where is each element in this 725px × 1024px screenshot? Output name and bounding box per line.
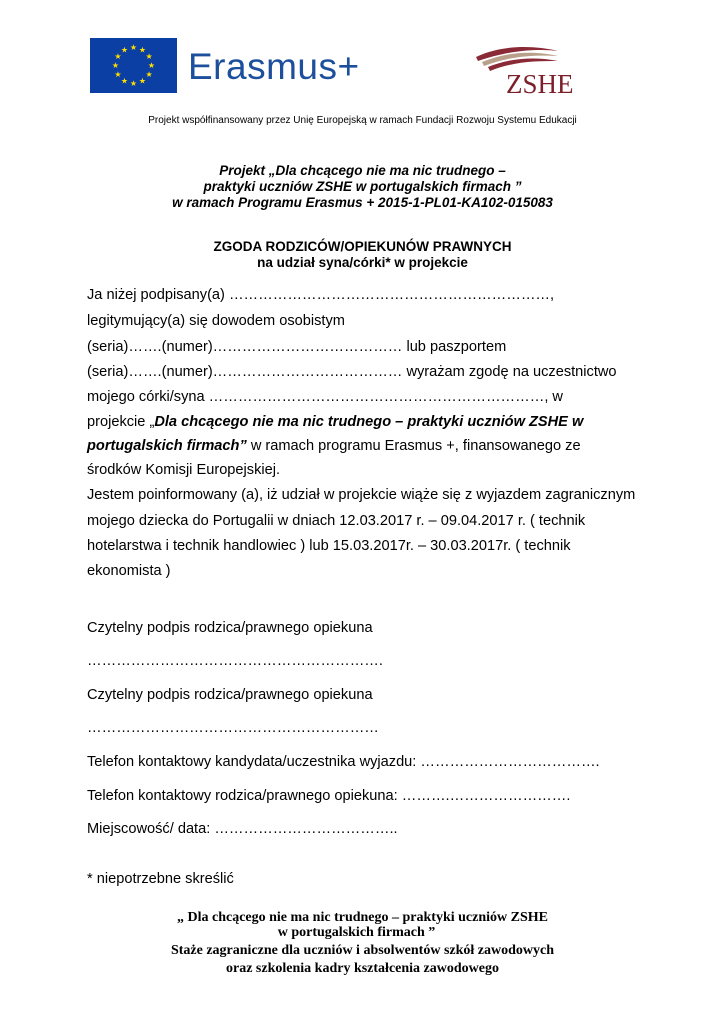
consent-heading-line-1: ZGODA RODZICÓW/OPIEKUNÓW PRAWNYCH	[213, 239, 512, 254]
signature-1-label: Czytelny podpis rodzica/prawnego opiekuna	[87, 620, 373, 636]
signature-2-label: Czytelny podpis rodzica/prawnego opiekuna	[87, 687, 373, 703]
eu-star-icon: ★	[129, 43, 138, 52]
consent-heading-line-2: na udział syna/córki* w projekcie	[257, 255, 468, 270]
eu-star-icon: ★	[147, 61, 156, 70]
eu-star-icon: ★	[145, 52, 153, 61]
body-line-7-suffix: w ramach programu Erasmus +, finansowanego ze	[246, 438, 581, 454]
project-name-bold-1: Dla chcącego nie ma nic trudnego – praktyki uczniów ZSHE w	[154, 414, 584, 430]
footer-line-1: „ Dla chcącego nie ma nic trudnego – praktyki uczniów ZSHE	[176, 910, 548, 925]
signature-2-line: ……………………………………………………	[87, 720, 379, 736]
eu-star-icon: ★	[145, 70, 153, 79]
cofinancing-note: Projekt współfinansowany przez Unię Europejską w ramach Fundacji Rozwoju Systemu Edukacji	[148, 115, 577, 126]
eu-star-icon: ★	[138, 45, 147, 55]
body-line-5: mojego córki/syna ……………………………………………………………, w	[87, 389, 563, 405]
body-line-8: środków Komisji Europejskiej.	[87, 462, 281, 478]
candidate-phone-field: Telefon kontaktowy kandydata/uczestnika wyjazdu: ……………………………….	[87, 754, 600, 770]
body-line-3: (seria)…….(numer)………………………………… lub paszportem	[87, 339, 507, 355]
footer-line-3: Staże zagraniczne dla uczniów i absolwentów szkół zawodowych	[170, 943, 555, 958]
eu-star-icon: ★	[120, 45, 129, 55]
signature-1-line: …………………………………………………….	[87, 653, 383, 669]
body-line-10: mojego dziecka do Portugalii w dniach 12.03.2017 r. – 09.04.2017 r. ( technik	[87, 513, 586, 529]
parent-phone-field: Telefon kontaktowy rodzica/prawnego opiekuna: ……….…………………….	[87, 788, 571, 804]
eu-star-icon: ★	[138, 76, 147, 86]
body-line-11: hotelarstwa i technik handlowiec ) lub 15.03.2017r. – 30.03.2017r. ( technik	[87, 538, 571, 554]
eu-flag-icon	[90, 38, 177, 93]
eu-star-icon: ★	[111, 61, 120, 70]
project-title-line-1: Projekt „Dla chcącego nie ma nic trudnego –	[219, 163, 506, 178]
project-title-line-2: praktyki uczniów ZSHE w portugalskich firmach ”	[203, 179, 522, 194]
body-line-2: legitymujący(a) się dowodem osobistym	[87, 313, 345, 329]
zshe-logo-text: ZSHE	[506, 69, 574, 99]
project-title-line-3: w ramach Programu Erasmus + 2015-1-PL01-KA102-015083	[172, 195, 553, 210]
footnote: * niepotrzebne skreślić	[87, 871, 234, 887]
eu-stars-icon	[90, 38, 177, 93]
erasmus-plus-logo	[85, 33, 396, 100]
body-line-6	[87, 414, 583, 431]
eu-star-icon: ★	[114, 52, 122, 61]
eu-star-icon: ★	[120, 76, 129, 86]
zshe-logo	[472, 43, 584, 101]
erasmus-logo-text: Erasmus+	[188, 46, 360, 87]
body-line-7	[87, 438, 581, 455]
eu-star-icon: ★	[129, 79, 138, 88]
project-name-bold-2: portugalskich firmach”	[87, 438, 247, 454]
body-line-1: Ja niżej podpisany(a) …………………………………………………………,	[87, 287, 555, 303]
footer-line-2: w portugalskich firmach ”	[277, 925, 436, 940]
body-line-12: ekonomista )	[87, 563, 171, 579]
body-line-9: Jestem poinformowany (a), iż udział w projekcie wiąże się z wyjazdem zagranicznym	[87, 487, 636, 503]
footer-line-4: oraz szkolenia kadry kształcenia zawodowego	[226, 961, 499, 976]
place-date-field: Miejscowość/ data: ………………………………..	[87, 821, 398, 837]
body-line-6-prefix: projekcie „	[87, 414, 155, 430]
body-line-4: (seria)…….(numer)………………………………… wyrażam zgodę na uczestnictwo	[87, 364, 617, 380]
eu-star-icon: ★	[114, 70, 122, 79]
